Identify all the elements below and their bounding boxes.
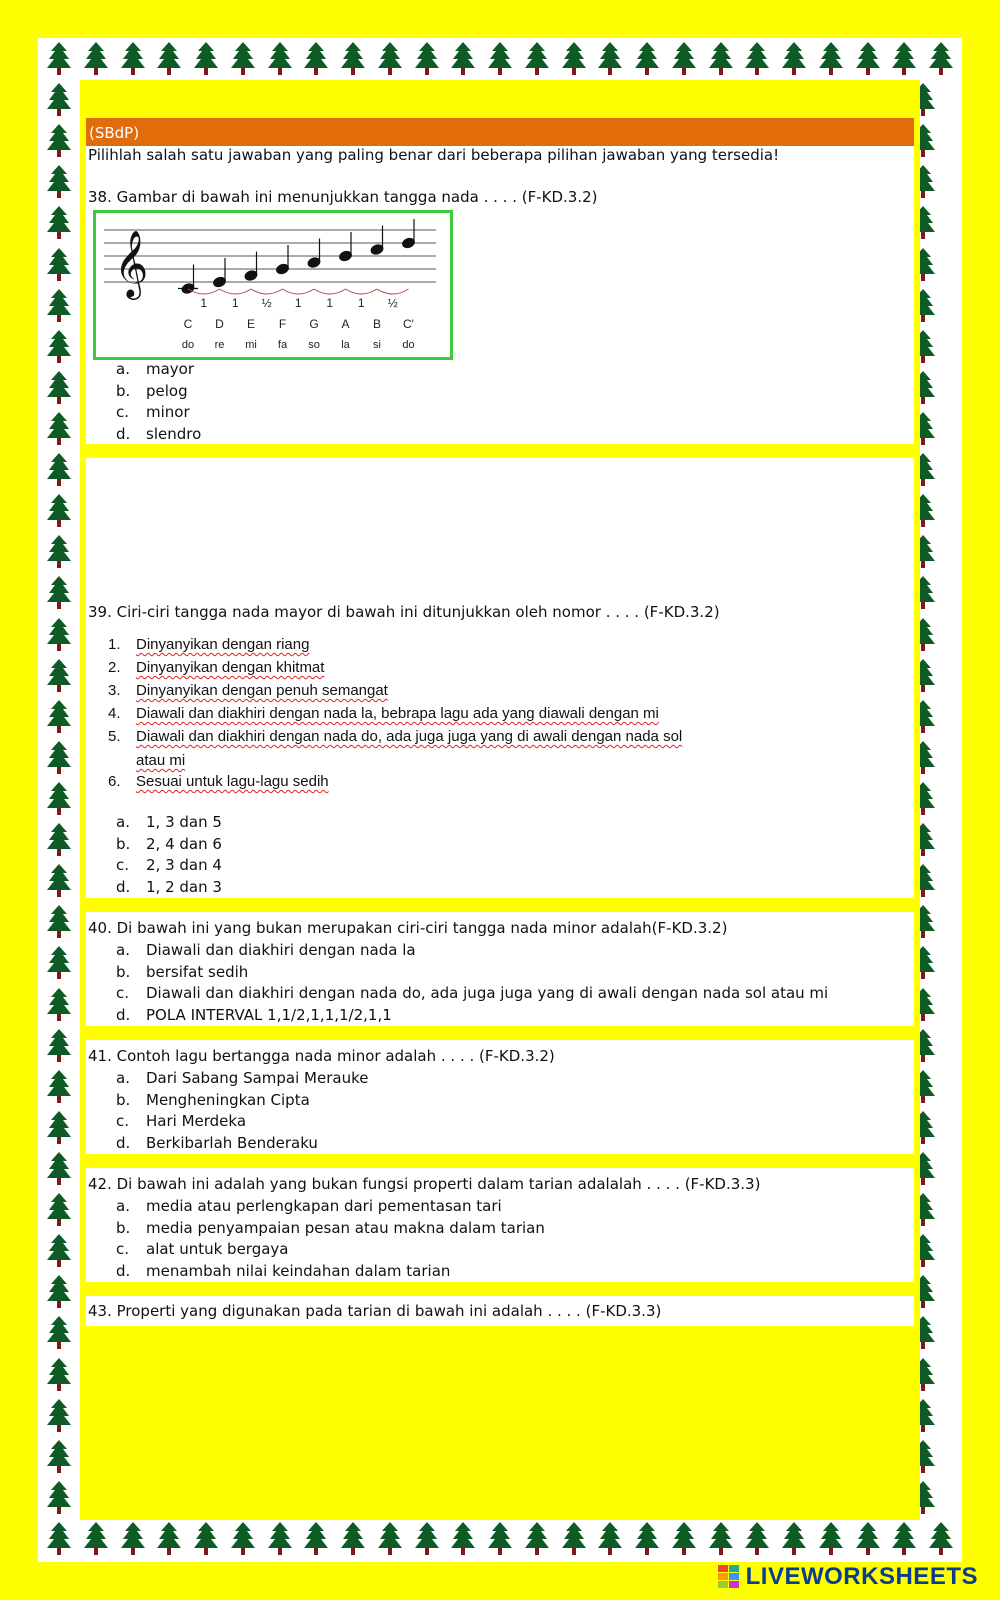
tree-icon	[856, 1522, 880, 1556]
tree-icon	[84, 1522, 108, 1556]
question-39: 39. Ciri-ciri tangga nada mayor di bawah ini ditunjukkan oleh nomor . . . . (F-KD.3.2)	[88, 603, 720, 621]
statement-text-continued: atau mi	[136, 752, 186, 769]
tree-icon	[635, 1522, 659, 1556]
option-text: pelog	[146, 381, 188, 400]
option-letter: a.	[116, 941, 130, 959]
option-letter: b.	[116, 1090, 131, 1109]
tree-icon	[47, 946, 71, 980]
tree-icon	[121, 1522, 145, 1556]
tree-icon	[47, 124, 71, 158]
tree-icon	[562, 42, 586, 76]
tree-icon	[488, 42, 512, 76]
option-text: alat untuk bergaya	[146, 1240, 289, 1258]
tree-icon	[157, 42, 181, 76]
tree-icon	[47, 494, 71, 528]
option-text: Berkibarlah Benderaku	[146, 1133, 318, 1152]
solfege-label: do	[181, 339, 195, 351]
question-40: 40. Di bawah ini yang bukan merupakan ciri-ciri tangga nada minor adalah(F-KD.3.2)	[88, 919, 728, 937]
interval-arc	[346, 289, 378, 294]
tree-icon	[121, 42, 145, 76]
tree-icon	[47, 700, 71, 734]
tree-icon	[47, 1316, 71, 1350]
interval-arc	[220, 289, 252, 294]
statement-text: Dinyanyikan dengan khitmat	[136, 659, 325, 676]
letter-label: F	[278, 317, 287, 331]
tree-icon	[194, 42, 218, 76]
interval-label: ½	[261, 296, 272, 310]
option-letter: b.	[116, 834, 131, 853]
tree-icon	[341, 42, 365, 76]
tree-icon	[415, 1522, 439, 1556]
interval-label: 1	[231, 296, 239, 310]
option-text: POLA INTERVAL 1,1/2,1,1,1/2,1,1	[146, 1005, 392, 1024]
option-letter: a.	[116, 813, 130, 831]
tree-icon	[47, 618, 71, 652]
solfege-label: mi	[245, 339, 257, 351]
tree-icon	[451, 1522, 475, 1556]
interval-arc	[283, 289, 315, 294]
tree-icon	[525, 42, 549, 76]
option-text: Diawali dan diakhiri dengan nada la	[146, 941, 416, 959]
tree-icon	[47, 741, 71, 775]
tree-icon	[892, 1522, 916, 1556]
solfege-label: si	[373, 339, 381, 351]
solfege-label: la	[341, 339, 350, 351]
tree-icon	[47, 248, 71, 282]
question-41: 41. Contoh lagu bertangga nada minor adalah . . . . (F-KD.3.2)	[88, 1047, 555, 1065]
tree-icon	[157, 1522, 181, 1556]
tree-icon	[231, 1522, 255, 1556]
option-letter: d.	[116, 877, 131, 896]
tree-icon	[47, 1193, 71, 1227]
letter-label: C	[183, 317, 193, 331]
brand-text: LIVEWORKSHEETS	[745, 1563, 978, 1590]
statement-text: Diawali dan diakhiri dengan nada do, ada juga juga yang di awali dengan nada sol	[136, 728, 683, 745]
tree-icon	[709, 1522, 733, 1556]
tree-icon	[47, 1440, 71, 1474]
statement-text: Diawali dan diakhiri dengan nada la, bebrapa lagu ada yang diawali dengan mi	[136, 705, 659, 722]
option-letter: d.	[116, 1005, 131, 1024]
tree-icon	[47, 330, 71, 364]
tree-icon	[415, 42, 439, 76]
solfege-label: so	[308, 339, 320, 351]
tree-icon	[451, 42, 475, 76]
tree-icon	[304, 1522, 328, 1556]
tree-icon	[231, 42, 255, 76]
scale-image	[93, 210, 453, 360]
tree-icon	[745, 1522, 769, 1556]
option-text: media penyampaian pesan atau makna dalam tarian	[146, 1218, 545, 1237]
logo-blocks-icon	[718, 1565, 740, 1589]
option-letter: d.	[116, 1133, 131, 1152]
panel-q39	[86, 458, 914, 898]
interval-arc	[251, 289, 283, 294]
tree-icon	[635, 42, 659, 76]
tree-icon	[47, 1111, 71, 1145]
option-letter: a.	[116, 1069, 130, 1087]
option-letter: c.	[116, 403, 130, 421]
tree-icon	[525, 1522, 549, 1556]
tree-icon	[47, 1481, 71, 1515]
option-text: 2, 4 dan 6	[146, 834, 222, 853]
statement-number: 1.	[108, 636, 121, 653]
tree-icon	[378, 1522, 402, 1556]
tree-icon	[47, 83, 71, 117]
interval-label: 1	[326, 296, 334, 310]
letter-label: D	[215, 317, 224, 331]
tree-icon	[47, 1152, 71, 1186]
option-letter: b.	[116, 1218, 131, 1237]
question-38: 38. Gambar di bawah ini menunjukkan tangga nada . . . . (F-KD.3.2)	[88, 188, 598, 206]
tree-icon	[47, 1234, 71, 1268]
tree-icon	[47, 535, 71, 569]
tree-icon	[47, 905, 71, 939]
option-letter: d.	[116, 1261, 131, 1280]
interval-label: 1	[357, 296, 365, 310]
staff-svg	[96, 213, 450, 357]
option-text: Mengheningkan Cipta	[146, 1090, 310, 1109]
tree-icon	[47, 412, 71, 446]
option-text: 1, 3 dan 5	[146, 813, 222, 831]
option-text: 2, 3 dan 4	[146, 856, 222, 874]
tree-icon	[47, 988, 71, 1022]
option-text: mayor	[146, 360, 195, 378]
tree-icon	[194, 1522, 218, 1556]
treble-clef-icon: 𝄞	[114, 229, 149, 297]
option-text: 1, 2 dan 3	[146, 877, 222, 896]
tree-icon	[598, 42, 622, 76]
tree-icon	[709, 42, 733, 76]
tree-icon	[47, 206, 71, 240]
tree-icon	[782, 1522, 806, 1556]
option-letter: a.	[116, 360, 130, 378]
tree-icon	[745, 42, 769, 76]
tree-icon	[672, 42, 696, 76]
statement-number: 2.	[108, 659, 121, 676]
tree-icon	[47, 576, 71, 610]
tree-icon	[47, 1275, 71, 1309]
interval-arc	[314, 289, 346, 294]
tree-icon	[47, 782, 71, 816]
interval-label: 1	[294, 296, 302, 310]
question-42: 42. Di bawah ini adalah yang bukan fungsi properti dalam tarian adalalah . . . . (F-KD.3.3)	[88, 1175, 761, 1193]
statement-number: 3.	[108, 682, 121, 699]
option-text: Diawali dan diakhiri dengan nada do, ada juga juga yang di awali dengan nada sol atau mi	[146, 984, 829, 1002]
solfege-label: fa	[277, 339, 288, 351]
tree-icon	[856, 42, 880, 76]
tree-icon	[47, 371, 71, 405]
solfege-label: re	[214, 339, 225, 351]
tree-icon	[488, 1522, 512, 1556]
tree-icon	[47, 823, 71, 857]
tree-icon	[47, 1522, 71, 1556]
option-letter: b.	[116, 381, 131, 400]
tree-icon	[929, 42, 953, 76]
subject-header: (SBdP)	[86, 118, 914, 146]
tree-icon	[268, 1522, 292, 1556]
statement-number: 5.	[108, 728, 121, 745]
interval-arc	[377, 289, 409, 294]
letter-label: G	[309, 317, 319, 331]
tree-icon	[268, 42, 292, 76]
liveworksheets-logo[interactable]	[718, 1560, 978, 1594]
tree-icon	[378, 42, 402, 76]
letter-label: A	[341, 317, 350, 331]
tree-icon	[672, 1522, 696, 1556]
option-letter: d.	[116, 424, 131, 443]
option-text: minor	[146, 403, 190, 421]
tree-icon	[47, 1070, 71, 1104]
interval-label: ½	[387, 296, 398, 310]
option-text: media atau perlengkapan dari pementasan tari	[146, 1197, 502, 1215]
question-43: 43. Properti yang digunakan pada tarian di bawah ini adalah . . . . (F-KD.3.3)	[88, 1302, 662, 1320]
option-text: Hari Merdeka	[146, 1112, 247, 1130]
letter-label: B	[372, 317, 381, 331]
letter-label: E	[246, 317, 255, 331]
statement-text: Dinyanyikan dengan penuh semangat	[136, 682, 388, 699]
instruction-text: Pilihlah salah satu jawaban yang paling benar dari beberapa pilihan jawaban yang tersedia!	[88, 146, 780, 164]
tree-icon	[47, 659, 71, 693]
tree-icon	[598, 1522, 622, 1556]
tree-icon	[47, 289, 71, 323]
tree-icon	[47, 1358, 71, 1392]
option-text: slendro	[146, 424, 202, 443]
statement-number: 4.	[108, 705, 121, 722]
tree-icon	[47, 165, 71, 199]
tree-icon	[84, 42, 108, 76]
tree-icon	[341, 1522, 365, 1556]
tree-icon	[819, 1522, 843, 1556]
tree-icon	[929, 1522, 953, 1556]
tree-icon	[47, 42, 71, 76]
option-letter: a.	[116, 1197, 130, 1215]
interval-arcs	[188, 289, 409, 294]
letter-label: C'	[403, 317, 414, 331]
tree-icon	[304, 42, 328, 76]
tree-icon	[47, 1399, 71, 1433]
interval-label: 1	[200, 296, 208, 310]
option-letter: c.	[116, 1112, 130, 1130]
statement-text: Dinyanyikan dengan riang	[136, 636, 310, 653]
option-letter: b.	[116, 962, 131, 981]
statement-number: 6.	[108, 773, 121, 790]
tree-icon	[47, 453, 71, 487]
tree-icon	[47, 1029, 71, 1063]
tree-icon	[782, 42, 806, 76]
option-letter: c.	[116, 856, 130, 874]
tree-icon	[562, 1522, 586, 1556]
option-letter: c.	[116, 984, 130, 1002]
option-text: menambah nilai keindahan dalam tarian	[146, 1261, 451, 1280]
tree-icon	[892, 42, 916, 76]
option-text: bersifat sedih	[146, 962, 249, 981]
option-letter: c.	[116, 1240, 130, 1258]
tree-icon	[47, 864, 71, 898]
statement-text: Sesuai untuk lagu-lagu sedih	[136, 773, 329, 790]
option-text: Dari Sabang Sampai Merauke	[146, 1069, 369, 1087]
solfege-label: do	[402, 339, 415, 351]
tree-icon	[819, 42, 843, 76]
